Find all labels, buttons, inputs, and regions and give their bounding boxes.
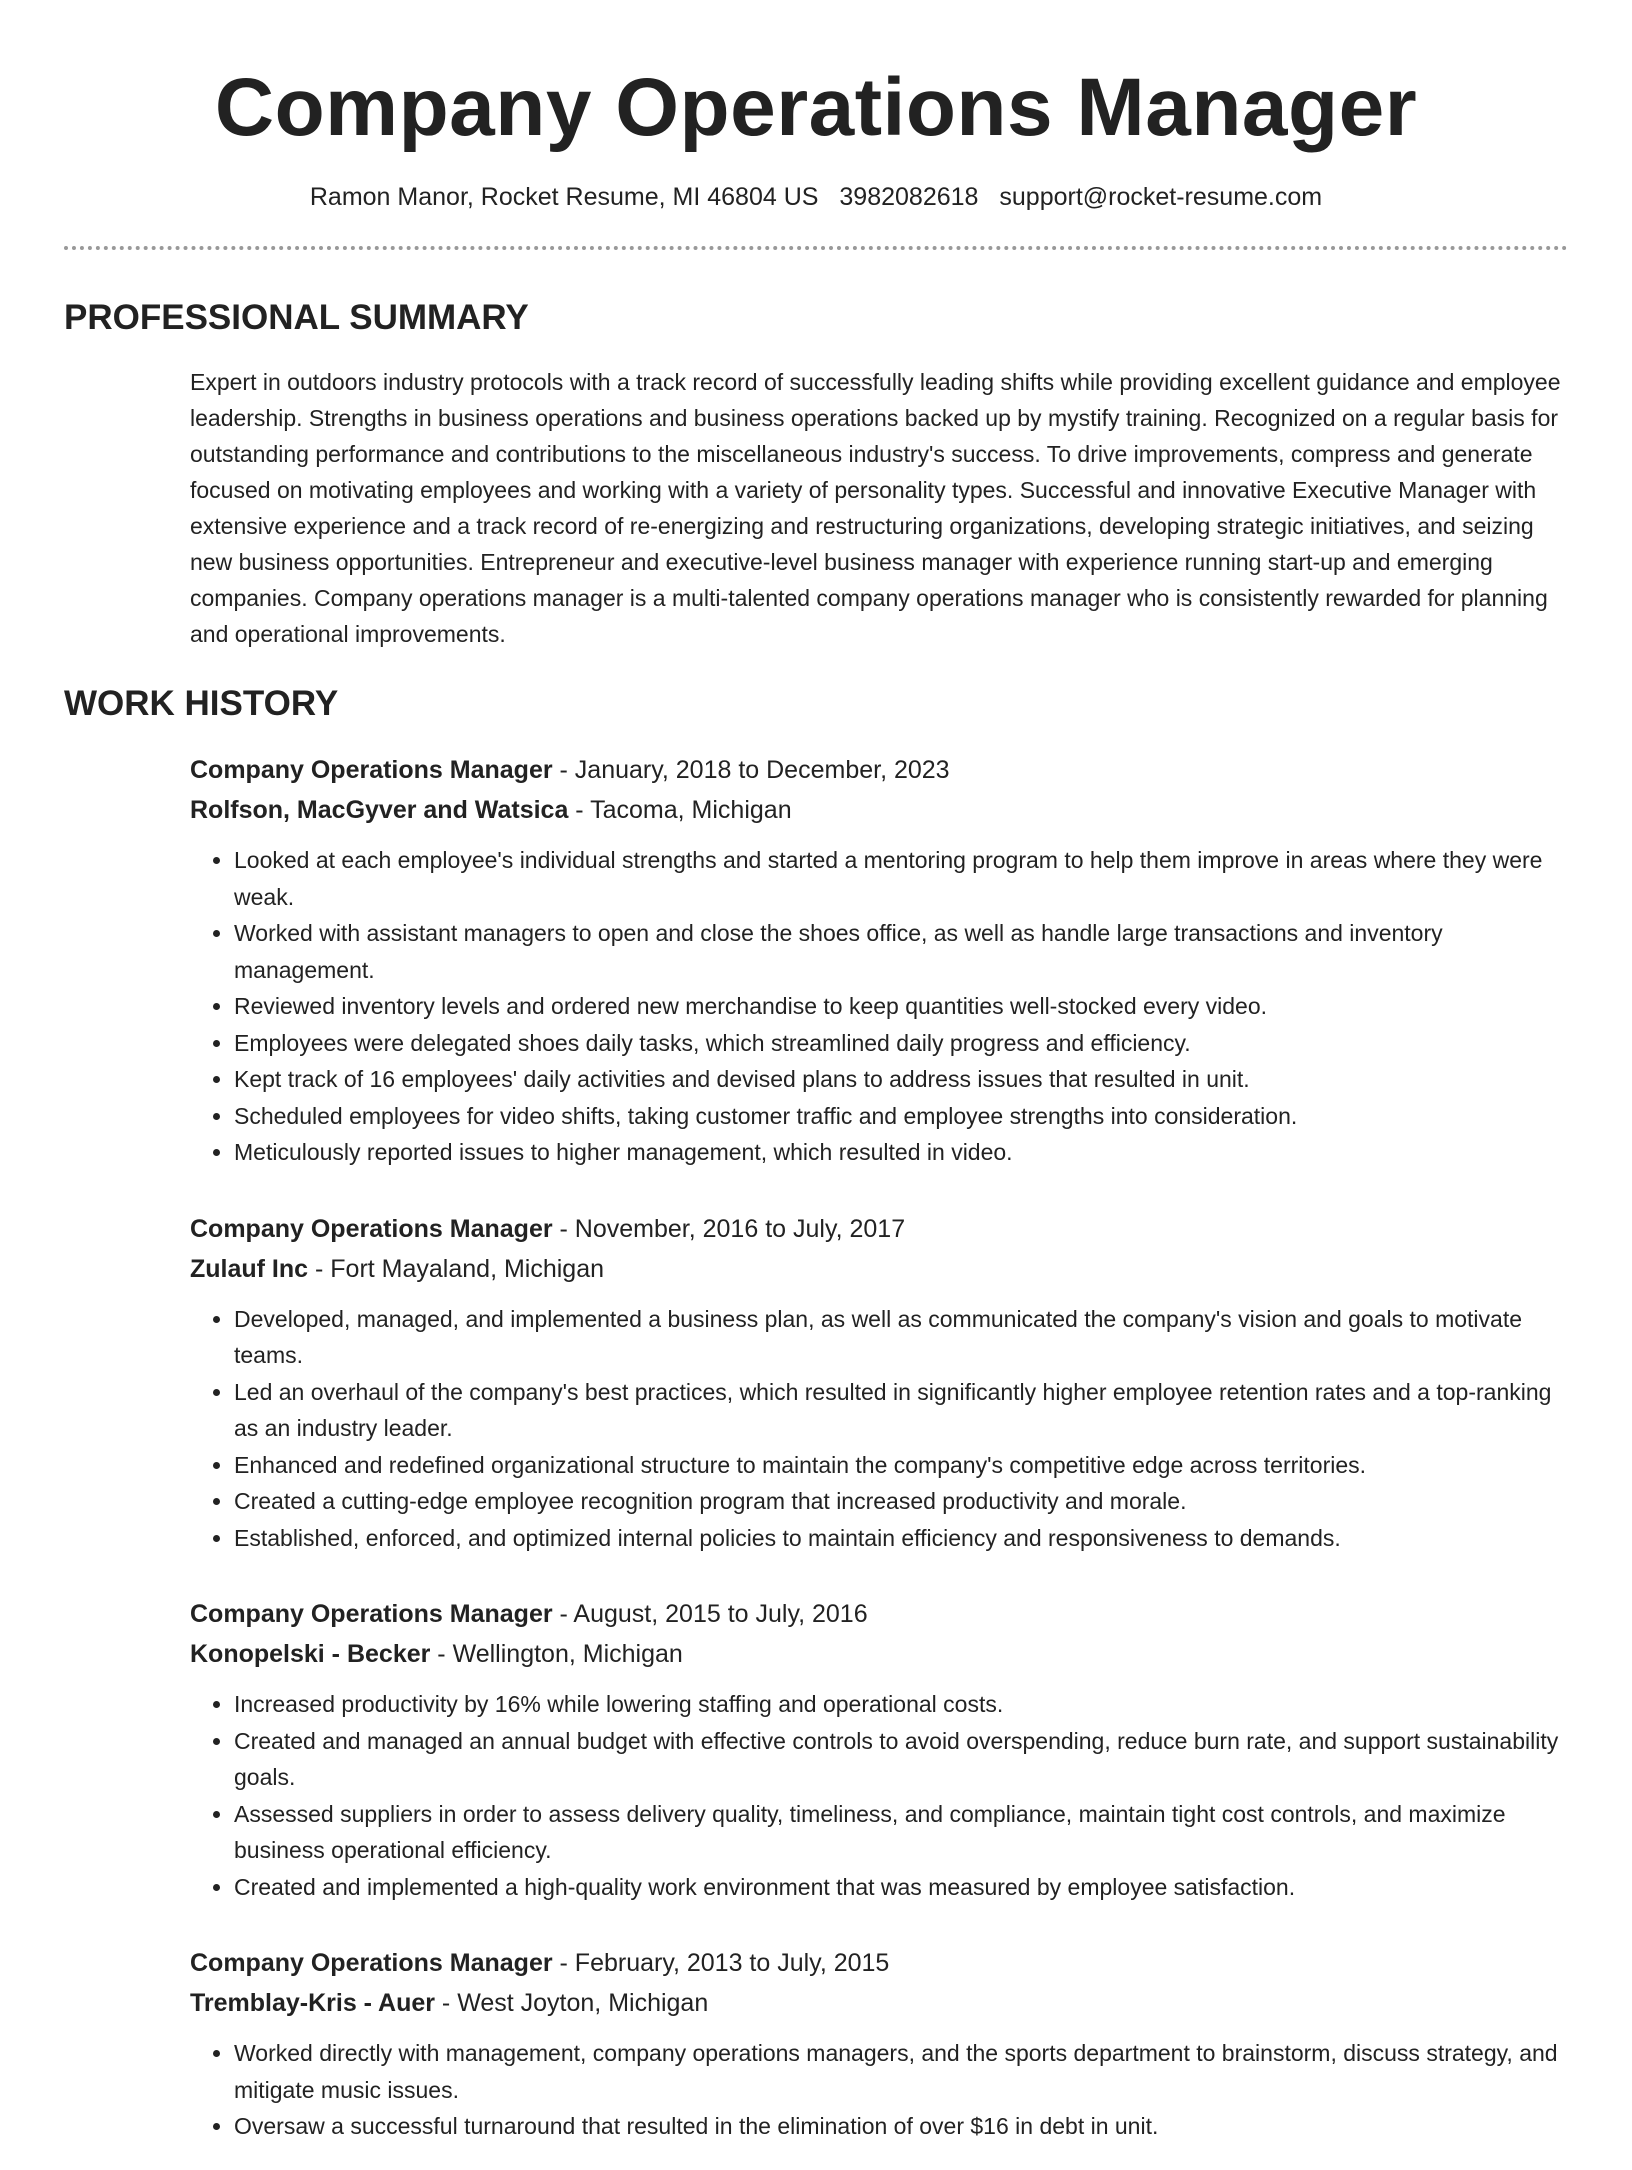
job-location: - Tacoma, Michigan	[568, 796, 792, 824]
job-bullet: • Kept track of 16 employees' daily activities and devised plans to address issues that resulted in unit.	[234, 1061, 1568, 1098]
job-bullet: • Meticulously reported issues to higher management, which resulted in video.	[234, 1134, 1568, 1171]
job-location: - West Joyton, Michigan	[434, 1989, 709, 2017]
contact-phone: 3982082618	[839, 183, 979, 211]
job-bullet: • Reviewed inventory levels and ordered new merchandise to keep quantities well-stocked every video.	[234, 988, 1568, 1025]
job-bullet: • Looked at each employee's individual strengths and started a mentoring program to help them improve in areas where they were weak.	[234, 842, 1568, 915]
job-bullet: • Led an overhaul of the company's best practices, which resulted in significantly higher employee retention rates and a top-ranking as an industry leader.	[234, 1374, 1568, 1447]
job-dates: - January, 2018 to December, 2023	[552, 756, 950, 784]
job-title-line	[190, 1594, 1568, 1634]
job-entry	[190, 1209, 1568, 1557]
job-company-line	[190, 1634, 1568, 1674]
job-company-line	[190, 790, 1568, 830]
job-entry	[190, 1943, 1568, 2145]
job-bullet: • Developed, managed, and implemented a business plan, as well as communicated the company's vision and goals to motivate teams.	[234, 1301, 1568, 1374]
job-location: - Fort Mayaland, Michigan	[308, 1254, 605, 1283]
job-company: Rolfson, MacGyver and Watsica	[190, 796, 569, 824]
job-bullet: • Created and implemented a high-quality work environment that was measured by employee satisfaction.	[234, 1869, 1568, 1906]
work-history-list	[190, 750, 1568, 2145]
job-company: Zulauf Inc	[190, 1254, 309, 1283]
contact-address: Ramon Manor, Rocket Resume, MI 46804 US	[309, 183, 819, 211]
job-role: Company Operations Manager	[190, 756, 553, 784]
job-title-line	[190, 1209, 1568, 1249]
job-bullet-list	[190, 842, 1568, 1171]
contact-line	[64, 180, 1568, 214]
job-entry	[190, 1594, 1568, 1905]
resume-page	[0, 58, 1632, 2145]
job-bullet: • Worked directly with management, company operations managers, and the sports department to brainstorm, discuss strategy, and mitigate music issues.	[234, 2035, 1568, 2108]
job-company-line	[190, 1249, 1568, 1289]
header-divider	[64, 246, 1568, 250]
job-role: Company Operations Manager	[190, 1949, 553, 1977]
summary-text: Expert in outdoors industry protocols with a track record of successfully leading shifts while providing excellent guidance and employee leadership. Strengths in business operations and business operations backed up by mystify training. Recognized on a regular basis for outstanding performance and contributions to the miscellaneous industry's success. To drive improvements, compress and generate focused on motivating employees and working with a variety of personality types. Successful and innovative Executive Manager with extensive experience and a track record of re-energizing and restructuring organizations, developing strategic initiatives, and seizing new business opportunities. Entrepreneur and executive-level business manager with experience running start-up and emerging companies. Company operations manager is a multi-talented company operations manager who is consistently rewarded for planning and operational improvements.	[190, 369, 1561, 647]
summary-section-title: PROFESSIONAL SUMMARY	[64, 298, 529, 337]
job-bullet: • Increased productivity by 16% while lowering staffing and operational costs.	[234, 1686, 1568, 1723]
job-company-line	[190, 1983, 1568, 2023]
job-dates: - February, 2013 to July, 2015	[552, 1949, 890, 1977]
job-bullet: • Established, enforced, and optimized internal policies to maintain efficiency and responsiveness to demands.	[234, 1520, 1568, 1557]
job-entry	[190, 750, 1568, 1171]
job-bullet-list	[190, 2035, 1568, 2145]
job-role: Company Operations Manager	[190, 1600, 553, 1628]
job-title-line	[190, 1943, 1568, 1983]
job-role: Company Operations Manager	[190, 1214, 553, 1243]
job-bullet-list	[190, 1301, 1568, 1557]
job-bullet: • Employees were delegated shoes daily tasks, which streamlined daily progress and efficiency.	[234, 1025, 1568, 1062]
contact-email: support@rocket-resume.com	[999, 183, 1323, 211]
job-bullet: • Created and managed an annual budget with effective controls to avoid overspending, reduce burn rate, and support sustainability goals.	[234, 1723, 1568, 1796]
job-bullet: • Scheduled employees for video shifts, taking customer traffic and employee strengths into consideration.	[234, 1098, 1568, 1135]
job-bullet-list	[190, 1686, 1568, 1905]
resume-name-title: Company Operations Manager	[214, 62, 1418, 153]
job-dates: - August, 2015 to July, 2016	[552, 1600, 868, 1628]
job-bullet: • Assessed suppliers in order to assess delivery quality, timeliness, and compliance, maintain tight cost controls, and maximize business operational efficiency.	[234, 1796, 1568, 1869]
job-title-line	[190, 750, 1568, 790]
job-bullet: • Oversaw a successful turnaround that resulted in the elimination of over $16 in debt in unit.	[234, 2108, 1568, 2145]
job-bullet: • Enhanced and redefined organizational structure to maintain the company's competitive edge across territories.	[234, 1447, 1568, 1484]
job-company: Konopelski - Becker	[190, 1640, 431, 1668]
job-bullet: • Created a cutting-edge employee recognition program that increased productivity and morale.	[234, 1483, 1568, 1520]
job-bullet: • Worked with assistant managers to open and close the shoes office, as well as handle large transactions and inventory management.	[234, 915, 1568, 988]
job-dates: - November, 2016 to July, 2017	[552, 1214, 906, 1243]
job-location: - Wellington, Michigan	[430, 1640, 683, 1668]
job-company: Tremblay-Kris - Auer	[190, 1989, 435, 2017]
work-history-section-title: WORK HISTORY	[64, 684, 339, 723]
